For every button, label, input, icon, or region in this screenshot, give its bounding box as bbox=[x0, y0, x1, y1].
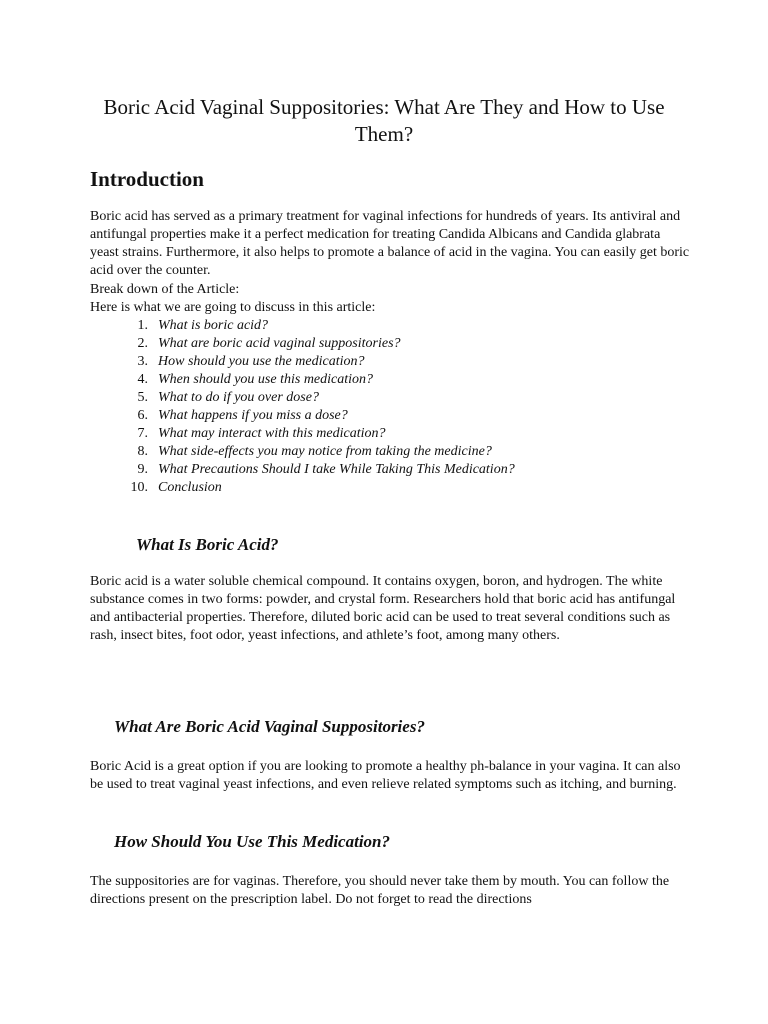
document-title: Boric Acid Vaginal Suppositories: What Are They and How to Use Them? bbox=[103, 95, 665, 146]
toc-item-text: Conclusion bbox=[158, 480, 222, 495]
toc-item-number: 2. bbox=[137, 336, 148, 351]
toc-item-number: 4. bbox=[137, 372, 148, 387]
section-body-what-is-boric-acid: Boric acid is a water soluble chemical compound. It contains oxygen, boron, and hydrogen. The white substance comes in two forms: powder, and crystal form. Researchers hold that boric acid has antifungal and antibacterial properties. Therefore, diluted boric acid can be used to treat several conditions such as rash, insect bites, foot odor, yeast infections, and athlete’s foot, among many others. bbox=[90, 574, 676, 643]
toc-item-number: 8. bbox=[137, 444, 148, 459]
section-body-suppositories: Boric Acid is a great option if you are looking to promote a healthy ph-balance in your vagina. It can also be used to treat vaginal yeast infections, and even relieve related symptoms such as itching, and burning. bbox=[90, 759, 681, 792]
toc-item-text: How should you use the medication? bbox=[158, 354, 365, 369]
toc-item-number: 10. bbox=[130, 480, 148, 495]
toc-item-text: What side-effects you may notice from taking the medicine? bbox=[158, 444, 492, 459]
introduction-heading: Introduction bbox=[90, 167, 204, 191]
toc-item-text: When should you use this medication? bbox=[158, 372, 374, 387]
toc-item-text: What is boric acid? bbox=[158, 318, 269, 333]
toc-item-number: 5. bbox=[137, 390, 148, 405]
section-heading-suppositories: What Are Boric Acid Vaginal Suppositories? bbox=[114, 717, 425, 736]
section-heading-what-is-boric-acid: What Is Boric Acid? bbox=[136, 535, 279, 554]
toc-item-text: What happens if you miss a dose? bbox=[158, 408, 348, 423]
introduction-paragraph: Boric acid has served as a primary treatment for vaginal infections for hundreds of years. Its antiviral and antifungal properties make it a perfect medication for treating Candida Albicans and Candida glabrata yeast strains. Furthermore, it also helps to promote a balance of acid in the vagina. You can easily get boric acid over the counter. bbox=[90, 209, 690, 278]
breakdown-label: Break down of the Article: bbox=[90, 282, 240, 297]
toc-item-number: 9. bbox=[137, 462, 148, 477]
toc-item-number: 3. bbox=[137, 354, 148, 369]
toc-item-number: 1. bbox=[137, 318, 148, 333]
breakdown-intro: Here is what we are going to discuss in this article: bbox=[90, 300, 376, 315]
toc-item-text: What may interact with this medication? bbox=[158, 426, 386, 441]
toc-item-number: 6. bbox=[137, 408, 148, 423]
section-heading-how-to-use: How Should You Use This Medication? bbox=[114, 832, 390, 851]
toc-item-text: What Precautions Should I take While Taking This Medication? bbox=[158, 462, 515, 477]
section-body-how-to-use: The suppositories are for vaginas. Therefore, you should never take them by mouth. You can follow the directions present on the prescription label. Do not forget to read the directions bbox=[90, 874, 670, 907]
toc-item-number: 7. bbox=[137, 426, 148, 441]
toc-item-text: What to do if you over dose? bbox=[158, 390, 319, 405]
toc-item-text: What are boric acid vaginal suppositories? bbox=[158, 336, 401, 351]
